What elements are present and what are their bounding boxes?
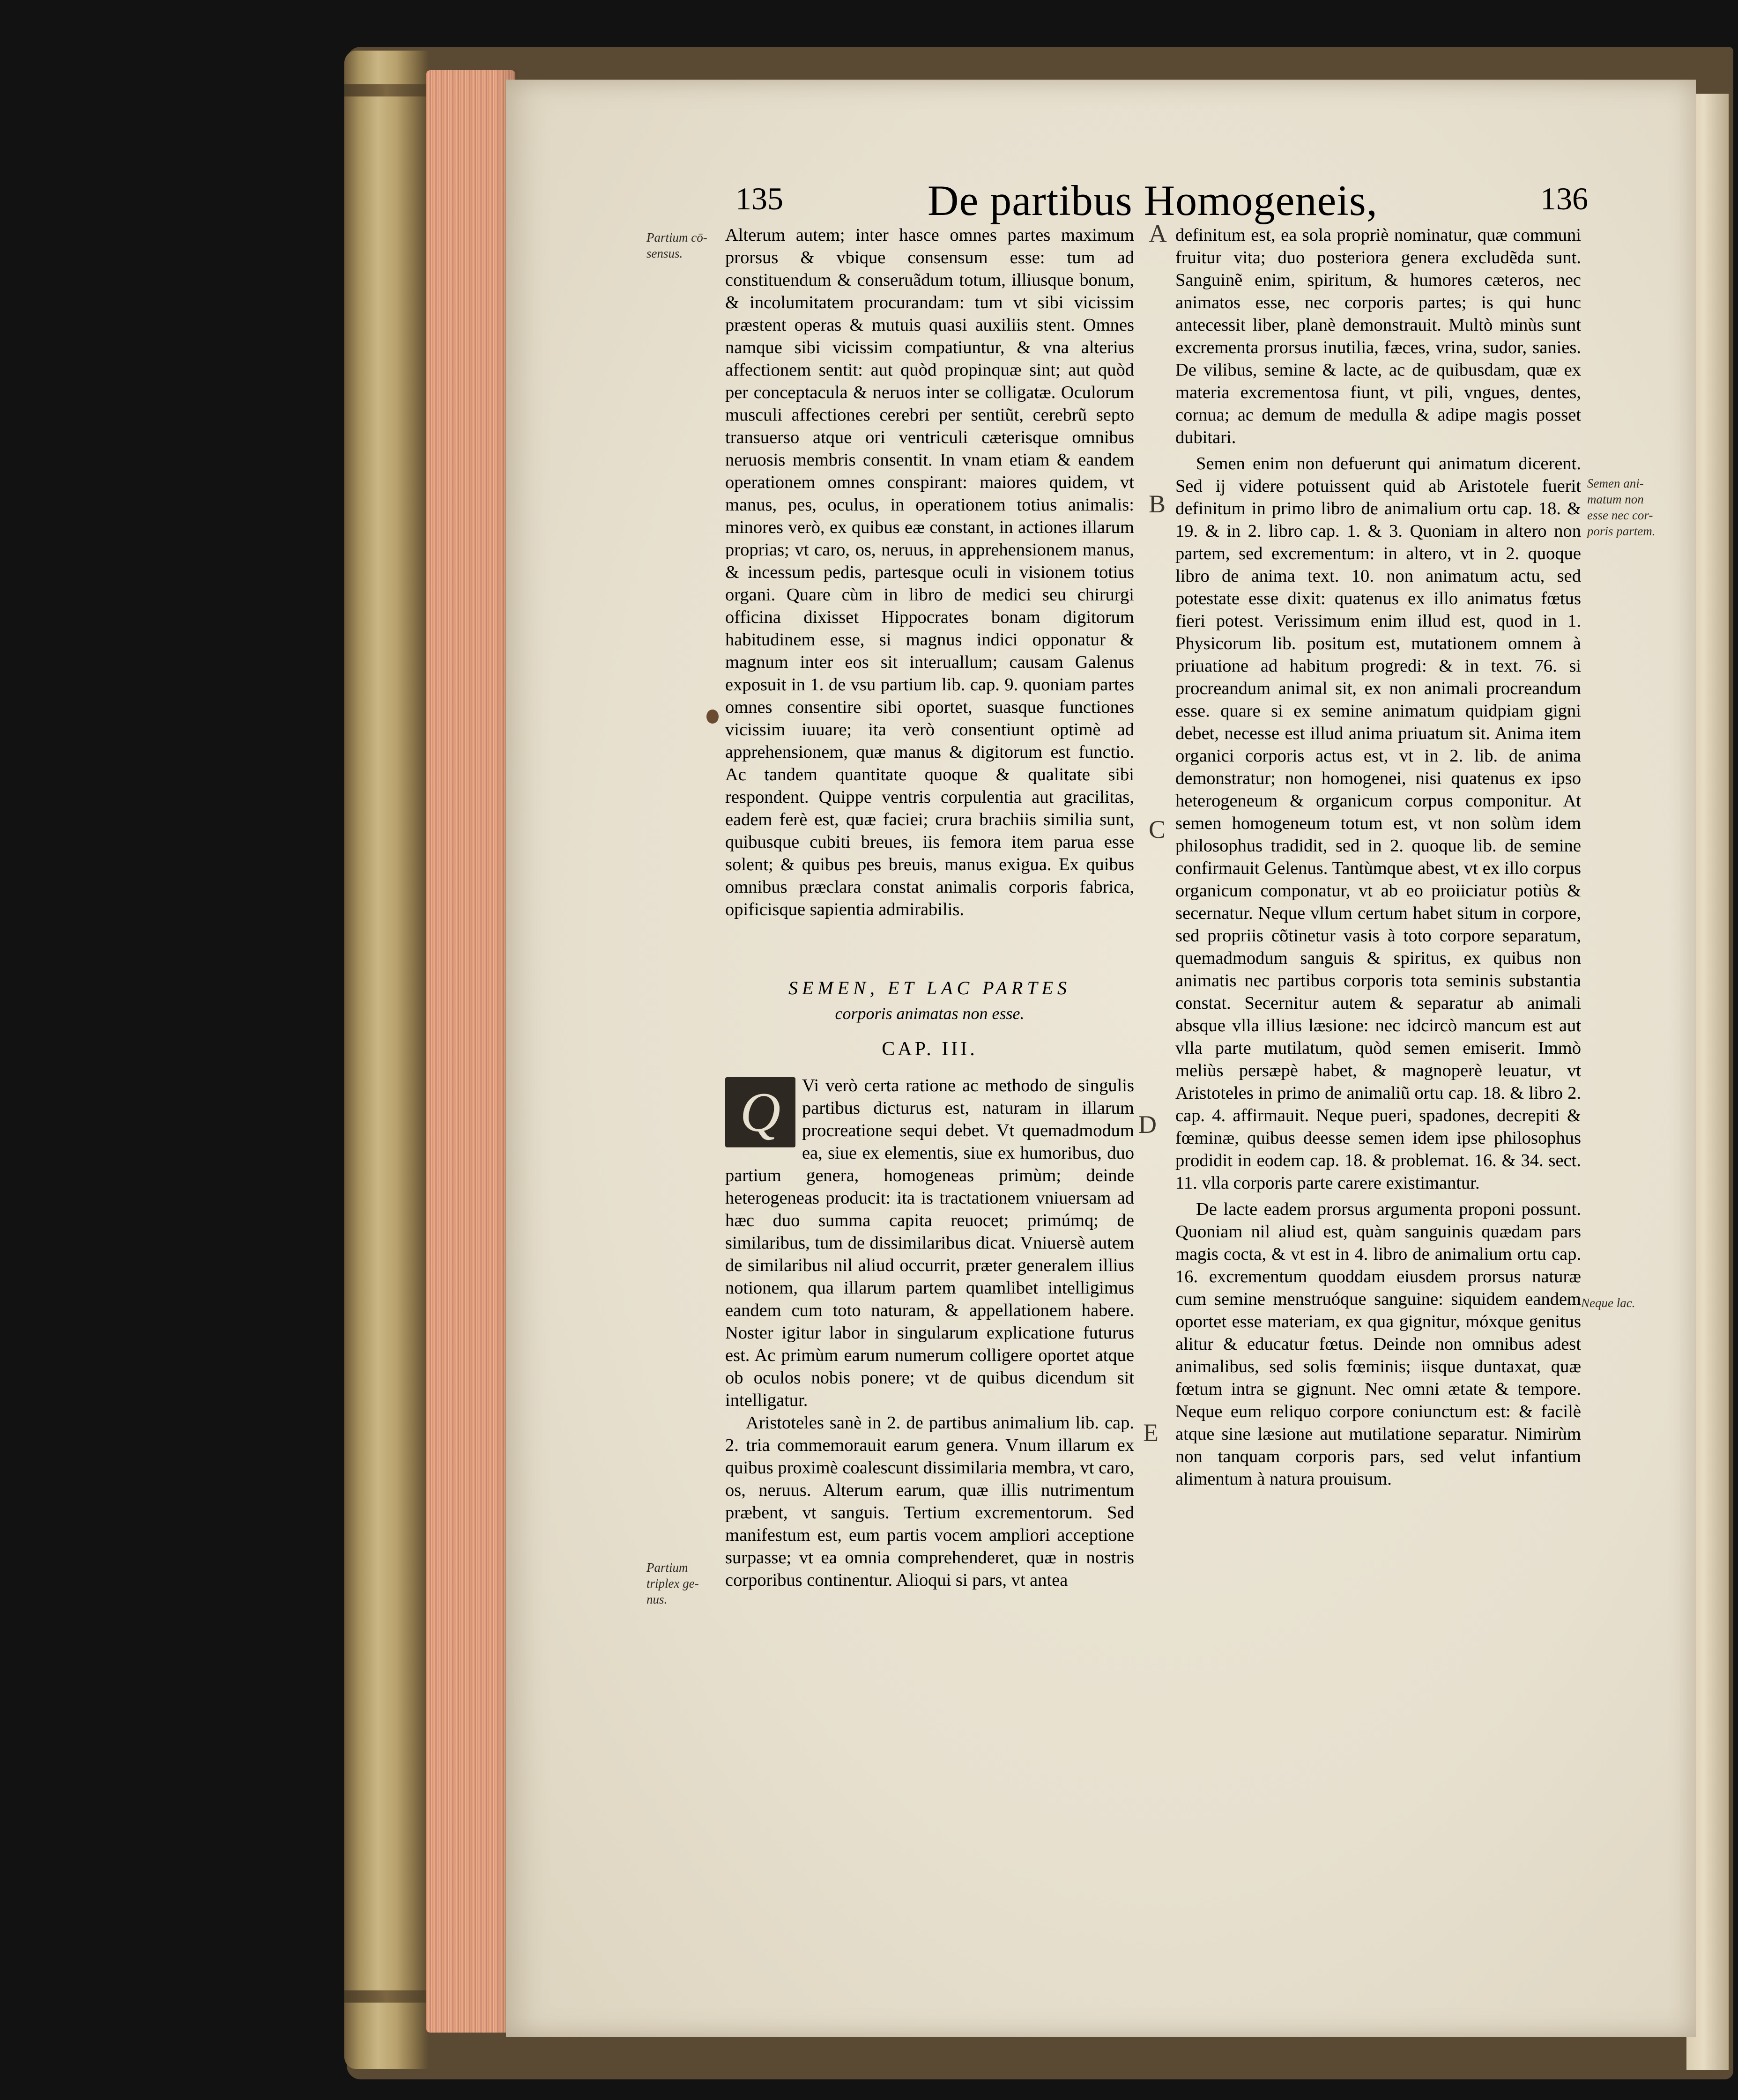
page-number-right: 136: [1540, 181, 1588, 216]
spine-band: [344, 84, 429, 96]
decorated-initial: Q: [725, 1077, 795, 1147]
paragraph: Aristoteles sanè in 2. de partibus animalium lib. cap. 2. tria commemorauit earum genera. Vnum illarum ex quibus proximè coalescunt dissimilaria membra, vt caro, os, neruus. Alterum earum, quæ illis nutrimentum præbent, vt sanguis. Tertium excrementorum. Sed manifestum est, eum partis vocem ampliori acceptione surpasse; vt ea omnia comprehenderet, quæ in nostris corporibus continentur. Alioqui si pars, vt antea: [725, 1413, 1134, 1590]
page-number-left: 135: [735, 181, 783, 216]
section-letter-e: E: [1143, 1419, 1159, 1447]
paragraph: Semen enim non defuerunt qui animatum dicerent. Sed ij videre potuissent quid ab Aristotele fuerit definitum in primo libro de animalium ortu cap. 18. & 19. & in 2. libro cap. 1. & 3. Quoniam in altero non partem, sed excrementum: in altero, vt in 2. quoque libro de anima text. 10. non animatum actu, sed potestate esse dixit: quatenus ex illo animatus fœtus fieri potest. Verissimum enim illud est, quod in 1. Physicorum lib. positum est, mutationem omnem à priuatione ad habitum progredi: & in text. 76. si procreandum animal sit, ex non animali procreandum esse. quare si ex semine animatum quidpiam gigni debet, necesse est illud anima priuatum sit. Anima item organici corporis actus est, vt in 2. lib. de anima demonstratur; non homogenei, nisi quatenus ex ipso heterogeneum & organicum corpus componitur. At semen homogeneum totum est, vt non solùm idem philosophus tradidit, sed in 2. quoque lib. de semine confirmauit Gelenus. Tantùmque abest, vt ex illo corpus organicum componatur, vt ab eo proiiciatur potiùs & secernatur. Neque vllum certum habet situm in corpore, sed propriis cõtinetur vasis à toto corpore separatum, quemadmodum sanguis & spiritus, ex quibus non animatis nec partibus corporis tota seminis substantia constat. Secernitur autem & separatur ab animali absque vlla illius læsione: nec idcircò mancum est aut vlla parte mutilatum, quòd semen emiserit. Immò meliùs persæpè habet, & magnoperè leuatur, vt Aristoteles in primo de animaliũ ortu cap. 18. & libro 2. cap. 4. affirmauit. Neque pueri, spadones, decrepiti & fœminæ, quibus deesse semen idem ipse philosophus prodidit in eodem cap. 18. & problemat. 16. & 34. sect. 11. vlla corporis parte carere existimantur.: [1175, 454, 1581, 1193]
spine-band: [344, 1990, 429, 2003]
left-text-column: [725, 224, 1134, 1591]
marginal-note-partium-triplex: Partium triplex ge-nus.: [646, 1560, 699, 1606]
paragraph: definitum est, ea sola propriè nominatur, quæ communi fruitur vita; duo posteriora genera excludẽda sunt. Sanguinẽ enim, spiritum, & humores cæteros, nec animatos esse, nec corporis partes; is qui hunc antecessit liber, planè demonstrauit. Multò minùs sunt excrementa prorsus inutilia, fæces, vrina, sudor, sanies. De vilibus, semine & lacte, ac de quibusdam, quæ ex materia excrementosa fiunt, vt pili, vngues, dentes, cornua; ac demum de medulla & adipe magis posset dubitari.: [1175, 225, 1581, 447]
running-title: De partibus Homogeneis,: [928, 177, 1378, 224]
ink-stain: [706, 710, 719, 724]
section-letter-a: A: [1149, 220, 1167, 248]
section-letter-d: D: [1138, 1110, 1157, 1139]
marginal-note-semen-animatum: Semen ani-matum non esse nec cor-poris partem.: [1587, 476, 1656, 538]
book-spine: [344, 51, 429, 2069]
paragraph: De lacte eadem prorsus argumenta proponi possunt. Quoniam nil aliud est, quàm sanguinis quædam pars magis cocta, & vt est in 4. libro de animalium ortu cap. 16. excrementum quoddam eiusdem prorsus naturæ cum semine menstruóque sanguine: siquidem eandem oportet esse materiam, ex qua gignitur, móxque genitus alitur & educatur fœtus. Deinde non omnibus adest animalibus, sed solis fœminis; iisque duntaxat, quæ fœtum intra se gignunt. Nec omni ætate & tempore. Neque eum reliquo corpore coniunctum est: & facilè atque sine læsione aut mutilatione separatur. Nimirùm non tanquam corporis pars, sed velut infantium alimentum à natura prouisum.: [1175, 1199, 1581, 1489]
chapter-label: CAP. III.: [882, 1038, 978, 1060]
paragraph: Alterum autem; inter hasce omnes partes maximum prorsus & vbique consensum esse: tum ad constituendum & conseruãdum totum, illiusque bonum, & incolumitatem procurandam: tum vt sibi vicissim præstent operas & mutuis quasi auxiliis stent. Omnes namque sibi vicissim compatiuntur, & vna alterius affectionem sentit: aut quòd propinquæ sint; aut quòd per conceptacula & neruos inter se colligatæ. Oculorum musculi affectiones cerebri per sentiũt, cerebrũ septo transuerso atque ori ventriculi cæterisque omnibus neruosis membris consentit. In vnam etiam & eandem operationem omnes conspirant: maiores quidem, vt manus, pes, oculus, in operationem totius animalis: minores verò, ex quibus eæ constant, in actiones illarum proprias; vt caro, os, neruus, in apprehensionem manus, & incessum pedis, partesque oculi in visionem totius organi. Quare cùm in libro de medici seu chirurgi officina dixisset Hippocrates bonam digitorum habitudinem esse, si magnus indici opponatur & magnum inter eos sit interuallum; causam Galenus exposuit in 1. de vsu partium lib. cap. 9. quoniam partes omnes consentire sibi oportet, suasque functiones vicissim iuuare; ita verò consentiunt optimè ad apprehensionem, quæ manus & digitorum est functio. Ac tandem quantitate quoque & qualitate sibi respondent. Quippe ventris corpulentia aut gracilitas, eadem ferè est, quæ faciei; crura brachiis similia sunt, quibusque cubiti breues, iis femora item parua esse solent; & quibus pes breuis, manus exigua. Ex quibus omnibus præclara constat animalis corporis fabrica, opificisque sapientia admirabilis.: [725, 225, 1134, 919]
paragraph-text: Vi verò certa ratione ac methodo de singulis partibus dicturus est, naturam in illarum procreatione sequi debet. Vt quemadmodum ea, siue ex elementis, siue ex humoribus, duo partium genera, homogeneas primùm; deinde heterogeneas producit: ita is tractationem vniuersam ad hæc duo summa capita reuocet; primúmq; de similaribus, tum de dissimilaribus dicat. Vniuersè autem de similaribus nil aliud occurrit, præter generalem illius notionem, qua illarum partem quamlibet intelligimus eandem cum toto naturam, & appellationem habere. Noster igitur labor in singularum explicatione futurus est. Ac primùm earum numerum colligere oportet atque ob oculos nobis ponere; vt de quibus dicendum sit intelligatur.: [725, 1076, 1134, 1410]
section-letter-b: B: [1149, 490, 1166, 518]
paragraph: [725, 1074, 1134, 1412]
marginal-note-neque-lac: Neque lac.: [1581, 1296, 1635, 1310]
section-subheading: corporis animatas non esse.: [835, 1004, 1025, 1023]
right-text-column: [1175, 224, 1581, 1490]
section-heading: SEMEN, ET LAC PARTES: [788, 977, 1071, 998]
section-letter-c: C: [1149, 815, 1166, 843]
marginal-note-partium-consensus: Partium cō-sensus.: [646, 230, 707, 260]
